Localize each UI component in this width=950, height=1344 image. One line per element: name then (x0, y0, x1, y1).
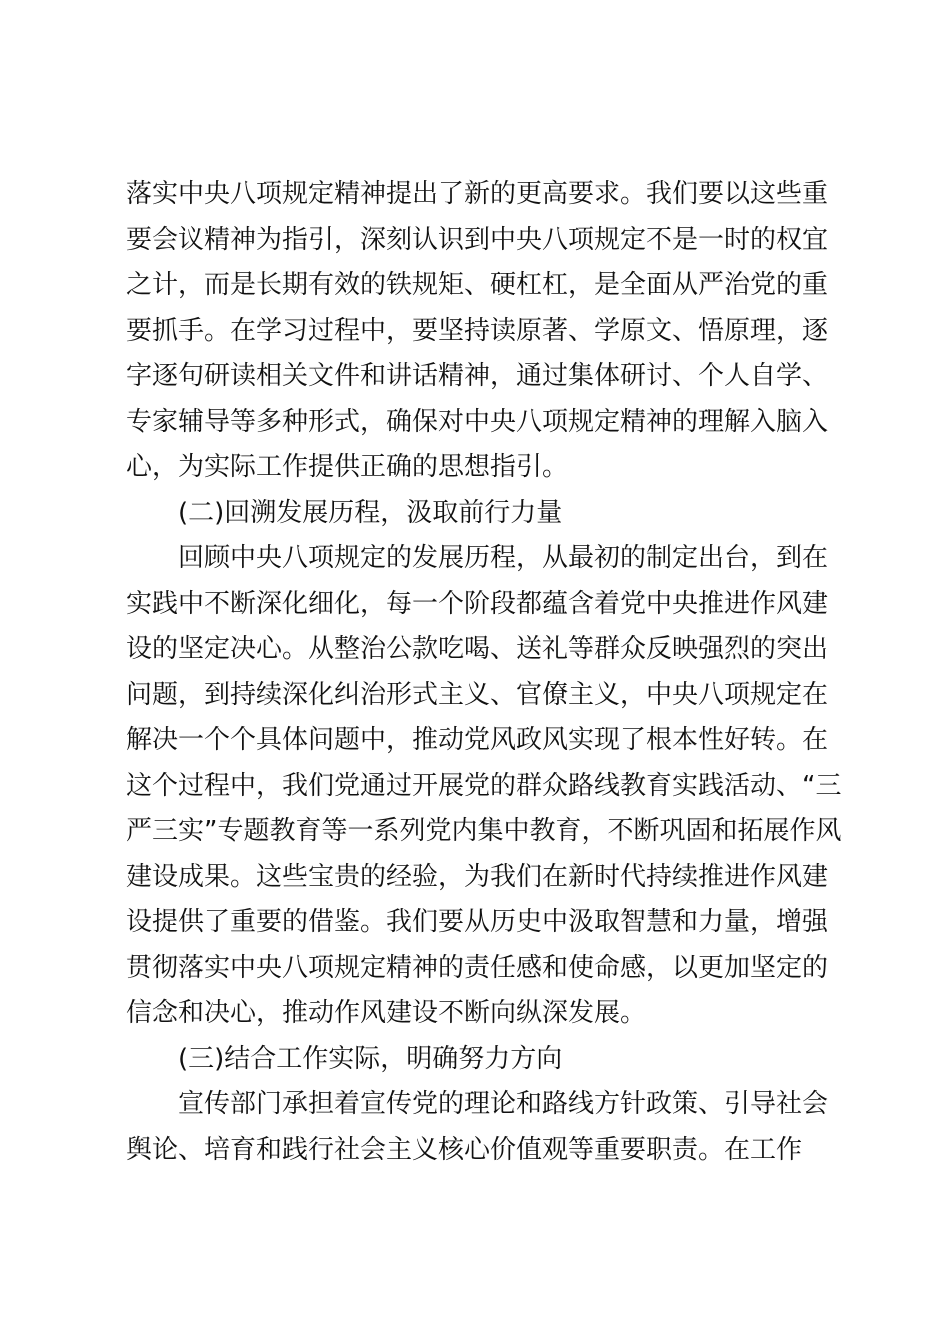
section-heading: (三)结合工作实际，明确努力方向 (178, 1043, 563, 1074)
paragraph-line: 舆论、培育和践行社会主义核心价值观等重要职责。在工作 (126, 1134, 803, 1165)
paragraph-line: 回顾中央八项规定的发展历程，从最初的制定出台，到在 (178, 543, 829, 573)
paragraph-line: 解决一个个具体问题中，推动党风政风实现了根本性好转。在 (126, 725, 829, 755)
paragraph-line: 要会议精神为指引，深刻认识到中央八项规定不是一时的权宜 (126, 224, 829, 255)
paragraph-line: 实践中不断深化细化，每一个阶段都蕴含着党中央推进作风建 (126, 588, 829, 619)
paragraph-line: 设的坚定决心。从整治公款吃喝、送礼等群众反映强烈的突出 (126, 634, 829, 664)
paragraph-line: 信念和决心，推动作风建设不断向纵深发展。 (126, 998, 647, 1028)
paragraph-line: 专家辅导等多种形式，确保对中央八项规定精神的理解入脑入 (126, 406, 829, 437)
paragraph-line: 之计，而是长期有效的铁规矩、硬杠杠，是全面从严治党的重 (126, 270, 829, 300)
paragraph-line: 问题，到持续深化纠治形式主义、官僚主义，中央八项规定在 (126, 679, 829, 710)
paragraph-line: 严三实”专题教育等一系列党内集中教育，不断巩固和拓展作风 (126, 816, 842, 846)
document-body (126, 172, 842, 1173)
paragraph-line: 要抓手。在学习过程中，要坚持读原著、学原文、悟原理，逐 (126, 315, 829, 346)
section-heading: (二)回溯发展历程，汲取前行力量 (178, 497, 563, 528)
paragraph-line: 字逐句研读相关文件和讲话精神，通过集体研讨、个人自学、 (126, 361, 829, 391)
paragraph-line: 宣传部门承担着宣传党的理论和路线方针政策、引导社会 (178, 1089, 829, 1119)
paragraph-line: 心，为实际工作提供正确的思想指引。 (126, 452, 569, 482)
paragraph-line: 建设成果。这些宝贵的经验，为我们在新时代持续推进作风建 (126, 861, 829, 892)
paragraph-line: 落实中央八项规定精神提出了新的更高要求。我们要以这些重 (126, 179, 829, 209)
paragraph-line: 贯彻落实中央八项规定精神的责任感和使命感，以更加坚定的 (126, 952, 829, 983)
paragraph-line: 设提供了重要的借鉴。我们要从历史中汲取智慧和力量，增强 (126, 907, 829, 937)
paragraph-line: 这个过程中，我们党通过开展党的群众路线教育实践活动、“三 (126, 770, 842, 801)
